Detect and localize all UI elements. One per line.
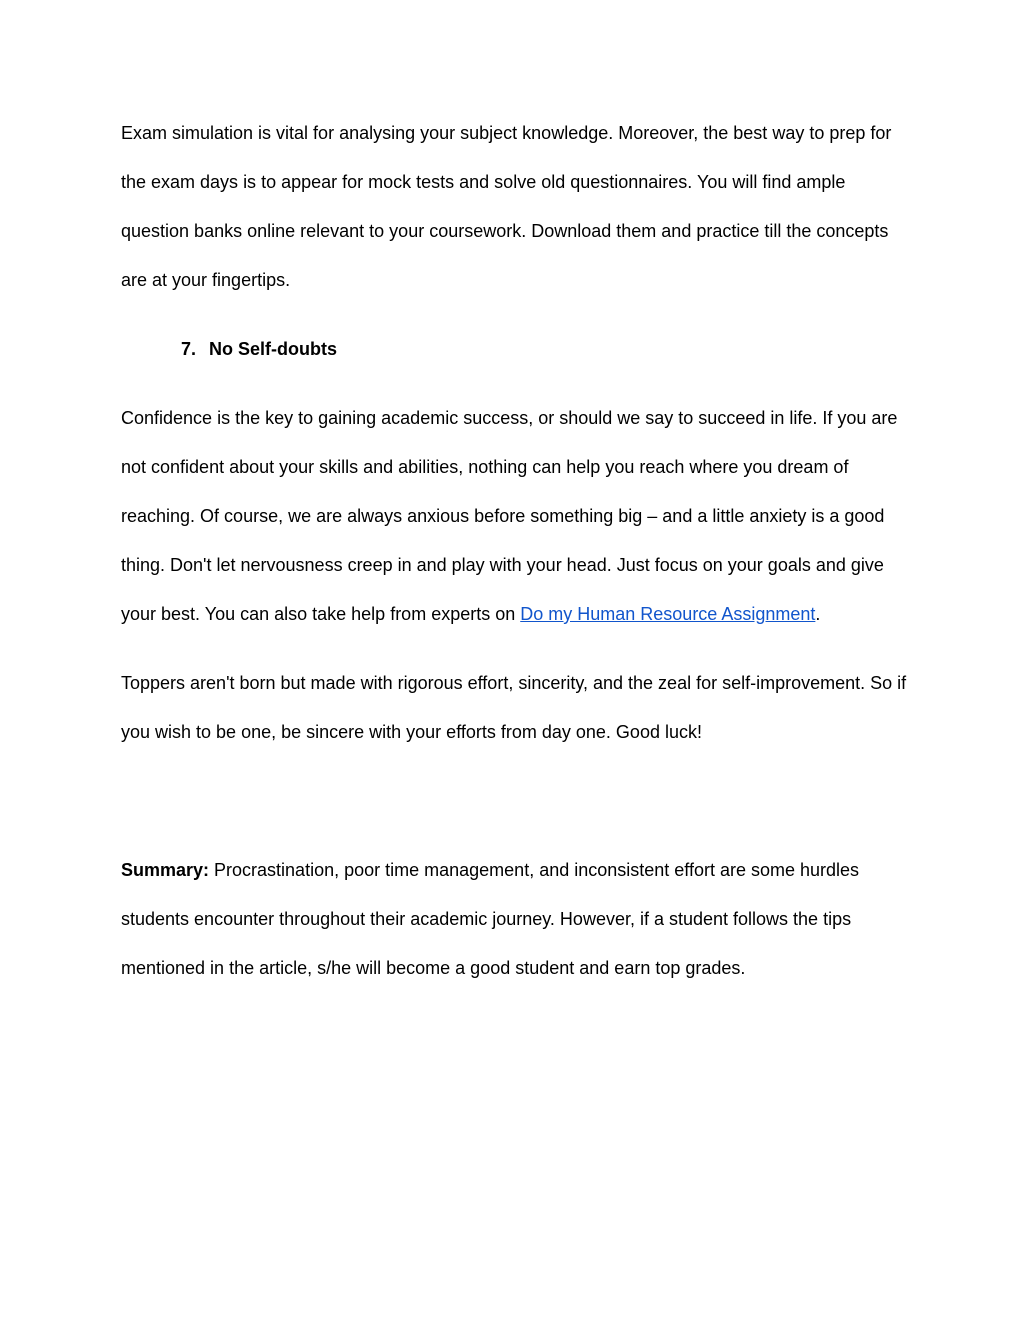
section-title: No Self-doubts <box>209 339 338 359</box>
human-resource-assignment-link[interactable]: Do my Human Resource Assignment <box>520 604 816 624</box>
summary-label: Summary: <box>121 860 210 880</box>
paragraph-summary <box>121 846 911 993</box>
summary-text: Procrastination, poor time management, and inconsistent effort are some hurdles students encounter throughout their academic journey. However, if a student follows the tips mentioned in the article, s/he will become a good student and earn top grades. <box>121 860 860 978</box>
confidence-period: . <box>815 604 821 624</box>
section-number: 7. <box>181 339 197 359</box>
section-heading <box>181 325 337 374</box>
paragraph-toppers: Toppers aren't born but made with rigorous effort, sincerity, and the zeal for self-improvement. So if you wish to be one, be sincere with your efforts from day one. Good luck! <box>121 673 907 742</box>
confidence-text: Confidence is the key to gaining academic success, or should we say to succeed in life. If you are not confident about your skills and abilities, nothing can help you reach where you dream of reaching. Of course, we are always anxious before something big – and a little anxiety is a good thing. Don't let nervousness creep in and play with your head. Just focus on your goals and give your best. You can also take help from experts on <box>121 408 898 624</box>
paragraph-exam-simulation: Exam simulation is vital for analysing your subject knowledge. Moreover, the best way to prep for the exam days is to appear for mock tests and solve old questionnaires. You will find ample question banks online relevant to your coursework. Download them and practice till the concepts are at your fingertips. <box>121 123 892 290</box>
paragraph-confidence <box>121 394 911 639</box>
